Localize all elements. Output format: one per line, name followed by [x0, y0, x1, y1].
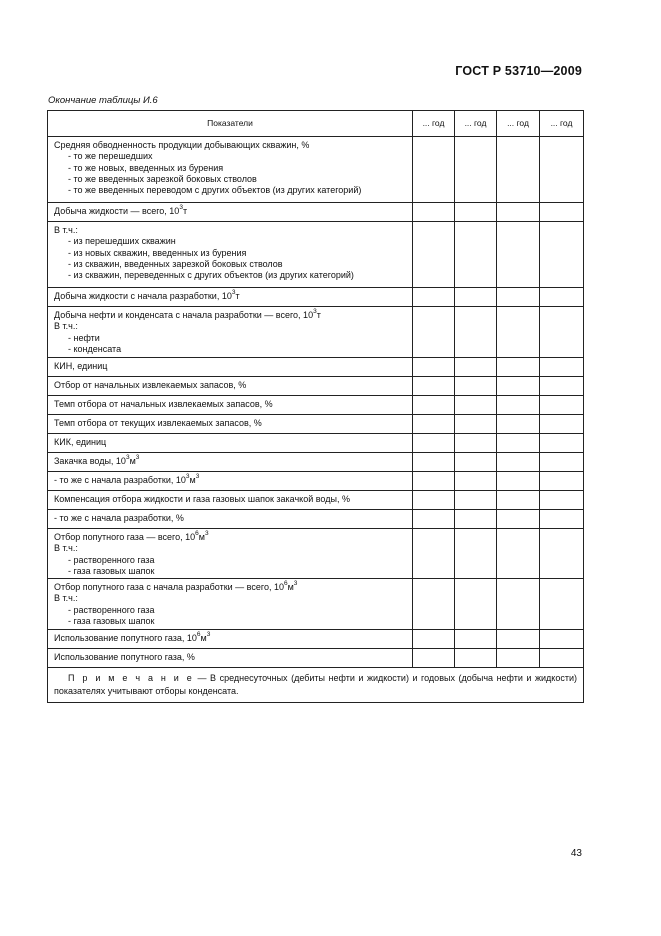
note-row [48, 668, 584, 703]
indicator-cell [48, 203, 413, 222]
unit: т [182, 206, 188, 216]
indicator-subitem: - конденсата [68, 343, 122, 354]
table-row [48, 453, 584, 472]
value-cell [413, 630, 455, 649]
value-cell [540, 434, 584, 453]
indicators-table [47, 110, 584, 703]
exponent: 3 [313, 308, 317, 315]
value-cell [497, 396, 540, 415]
value-cell [455, 630, 497, 649]
indicator-label: - то же с начала разработки, % [54, 513, 184, 523]
unit: м [189, 475, 196, 485]
value-cell [455, 377, 497, 396]
value-cell [497, 472, 540, 491]
table-row [48, 396, 584, 415]
exponent: 3 [195, 473, 200, 480]
value-cell [413, 358, 455, 377]
value-cell [413, 396, 455, 415]
value-cell [413, 222, 455, 288]
exponent: 6 [196, 631, 201, 638]
indicator-subitem: - то же введенных зарезкой боковых стволов [68, 173, 257, 184]
table-row [48, 472, 584, 491]
value-cell [497, 510, 540, 529]
unit: т [235, 291, 240, 301]
value-cell [540, 630, 584, 649]
indicator-subitem: - то же перешедших [68, 151, 153, 162]
value-cell [455, 649, 497, 668]
exponent: 3 [293, 580, 298, 587]
value-cell [540, 453, 584, 472]
table-row [48, 288, 584, 307]
value-cell [540, 307, 584, 358]
indicator-subitem: - из новых скважин, введенных из бурения [68, 247, 247, 258]
value-cell [540, 222, 584, 288]
indicator-label: Использование попутного газа, 10 [54, 633, 197, 643]
value-cell [455, 396, 497, 415]
table-row [48, 377, 584, 396]
indicator-label: Добыча жидкости с начала разработки, 10 [54, 291, 232, 301]
value-cell [497, 630, 540, 649]
indicator-subitem: - из скважин, введенных зарезкой боковых стволов [68, 258, 283, 269]
column-header-year: ... год [413, 111, 455, 137]
indicator-cell [48, 529, 413, 579]
value-cell [455, 203, 497, 222]
indicator-subitem: - газа газовых шапок [68, 615, 155, 626]
indicator-label: - то же с начала разработки, 10 [54, 475, 186, 485]
table-row [48, 510, 584, 529]
indicator-label: Отбор от начальных извлекаемых запасов, % [54, 380, 247, 390]
indicator-label: Отбор попутного газа с начала разработки — всего, 10 [54, 582, 284, 592]
table-body [48, 137, 584, 703]
value-cell [497, 377, 540, 396]
value-cell [455, 307, 497, 358]
unit: м [129, 456, 136, 466]
value-cell [413, 307, 455, 358]
value-cell [413, 288, 455, 307]
table-row [48, 307, 584, 358]
value-cell [497, 649, 540, 668]
column-header-year: ... год [540, 111, 584, 137]
indicator-label: В т.ч.: [54, 321, 78, 332]
indicator-cell [48, 491, 413, 510]
table-row [48, 415, 584, 434]
indicator-subitem: - то же новых, введенных из бурения [68, 162, 224, 173]
value-cell [540, 579, 584, 630]
indicator-cell [48, 649, 413, 668]
value-cell [540, 491, 584, 510]
table-row [48, 358, 584, 377]
standard-code: ГОСТ Р 53710—2009 [455, 64, 582, 78]
value-cell [497, 137, 540, 203]
value-cell [413, 529, 455, 579]
indicator-cell [48, 579, 413, 630]
value-cell [540, 396, 584, 415]
value-cell [413, 491, 455, 510]
indicator-subitem: - растворенного газа [68, 604, 155, 615]
value-cell [413, 510, 455, 529]
indicator-cell [48, 377, 413, 396]
exponent: 6 [195, 530, 199, 537]
unit: м [198, 532, 205, 542]
value-cell [540, 415, 584, 434]
value-cell [497, 529, 540, 579]
indicator-label: Компенсация отбора жидкости и газа газовых шапок закачкой воды, % [54, 494, 350, 504]
value-cell [455, 453, 497, 472]
value-cell [540, 472, 584, 491]
exponent: 3 [185, 473, 190, 480]
indicator-label: Средняя обводненность продукции добывающих скважин, % [54, 140, 310, 150]
value-cell [497, 307, 540, 358]
value-cell [455, 491, 497, 510]
value-cell [413, 579, 455, 630]
table-row [48, 491, 584, 510]
indicator-subitem: - нефти [68, 332, 100, 343]
value-cell [413, 453, 455, 472]
indicator-cell [48, 358, 413, 377]
indicator-label: Темп отбора от текущих извлекаемых запасов, % [54, 418, 262, 428]
value-cell [455, 222, 497, 288]
value-cell [413, 137, 455, 203]
indicator-cell [48, 630, 413, 649]
value-cell [455, 358, 497, 377]
table-row [48, 137, 584, 203]
indicator-label: Добыча нефти и конденсата с начала разработки — всего, 10 [54, 310, 314, 320]
value-cell [497, 434, 540, 453]
exponent: 3 [125, 454, 130, 461]
value-cell [540, 288, 584, 307]
exponent: 3 [231, 289, 236, 296]
indicator-label: Закачка воды, 10 [54, 456, 126, 466]
exponent: 3 [206, 631, 211, 638]
value-cell [413, 434, 455, 453]
value-cell [455, 137, 497, 203]
page-number: 43 [570, 848, 582, 859]
indicator-cell [48, 510, 413, 529]
table-row [48, 630, 584, 649]
value-cell [455, 472, 497, 491]
value-cell [497, 222, 540, 288]
value-cell [413, 649, 455, 668]
indicator-cell [48, 453, 413, 472]
indicator-subitem: - из перешедших скважин [68, 236, 176, 247]
column-header-year: ... год [497, 111, 540, 137]
unit: м [287, 582, 294, 592]
table-caption: Окончание таблицы И.6 [48, 95, 158, 106]
indicator-label: В т.ч.: [54, 225, 78, 235]
value-cell [540, 649, 584, 668]
table-header-row [48, 111, 584, 137]
value-cell [413, 377, 455, 396]
exponent: 3 [204, 530, 209, 537]
indicator-cell [48, 434, 413, 453]
value-cell [455, 579, 497, 630]
indicator-label: КИН, единиц [54, 361, 108, 371]
note-cell [48, 668, 584, 703]
value-cell [540, 529, 584, 579]
value-cell [455, 288, 497, 307]
value-cell [497, 203, 540, 222]
indicator-label: КИК, единиц [54, 437, 107, 447]
value-cell [540, 203, 584, 222]
indicator-cell [48, 288, 413, 307]
note-label: П р и м е ч а н и е [68, 673, 194, 683]
table-row [48, 203, 584, 222]
note-text: — В среднесуточных (дебиты нефти и жидкости) и годовых (добыча нефти и жидкости) показателях учитывают отборы конденсата. [54, 673, 577, 697]
value-cell [413, 415, 455, 434]
value-cell [455, 415, 497, 434]
value-cell [455, 434, 497, 453]
column-header-indicators: Показатели [48, 111, 413, 137]
table-row [48, 649, 584, 668]
value-cell [540, 510, 584, 529]
indicator-subitem: - газа газовых шапок [68, 565, 155, 576]
unit: м [200, 633, 207, 643]
value-cell [413, 472, 455, 491]
indicator-subitem: - то же введенных переводом с других объектов (из других категорий) [68, 185, 362, 195]
indicator-cell [48, 222, 413, 288]
value-cell [455, 529, 497, 579]
value-cell [497, 288, 540, 307]
column-header-year: ... год [455, 111, 497, 137]
indicator-cell [48, 137, 413, 203]
indicator-label: Добыча жидкости — всего, 10 [54, 206, 180, 216]
exponent: 6 [283, 580, 288, 587]
table-row [48, 434, 584, 453]
table-row [48, 222, 584, 288]
table-row [48, 579, 584, 630]
table-row [48, 529, 584, 579]
indicator-cell [48, 307, 413, 358]
indicator-label: В т.ч.: [54, 543, 78, 554]
indicator-cell [48, 415, 413, 434]
value-cell [497, 453, 540, 472]
value-cell [413, 203, 455, 222]
unit: т [316, 310, 321, 320]
indicator-label: Использование попутного газа, % [54, 652, 195, 662]
indicator-label: Отбор попутного газа — всего, 10 [54, 532, 196, 542]
value-cell [497, 358, 540, 377]
value-cell [540, 377, 584, 396]
indicator-label: В т.ч.: [54, 593, 78, 604]
indicator-cell [48, 472, 413, 491]
indicator-cell [48, 396, 413, 415]
exponent: 3 [135, 454, 140, 461]
indicator-label: Темп отбора от начальных извлекаемых запасов, % [54, 399, 273, 409]
value-cell [497, 579, 540, 630]
value-cell [497, 491, 540, 510]
value-cell [455, 510, 497, 529]
indicator-subitem: - из скважин, переведенных с других объектов (из других категорий) [68, 270, 354, 280]
value-cell [540, 358, 584, 377]
value-cell [540, 137, 584, 203]
exponent: 3 [179, 204, 183, 211]
value-cell [497, 415, 540, 434]
indicator-subitem: - растворенного газа [68, 554, 155, 565]
